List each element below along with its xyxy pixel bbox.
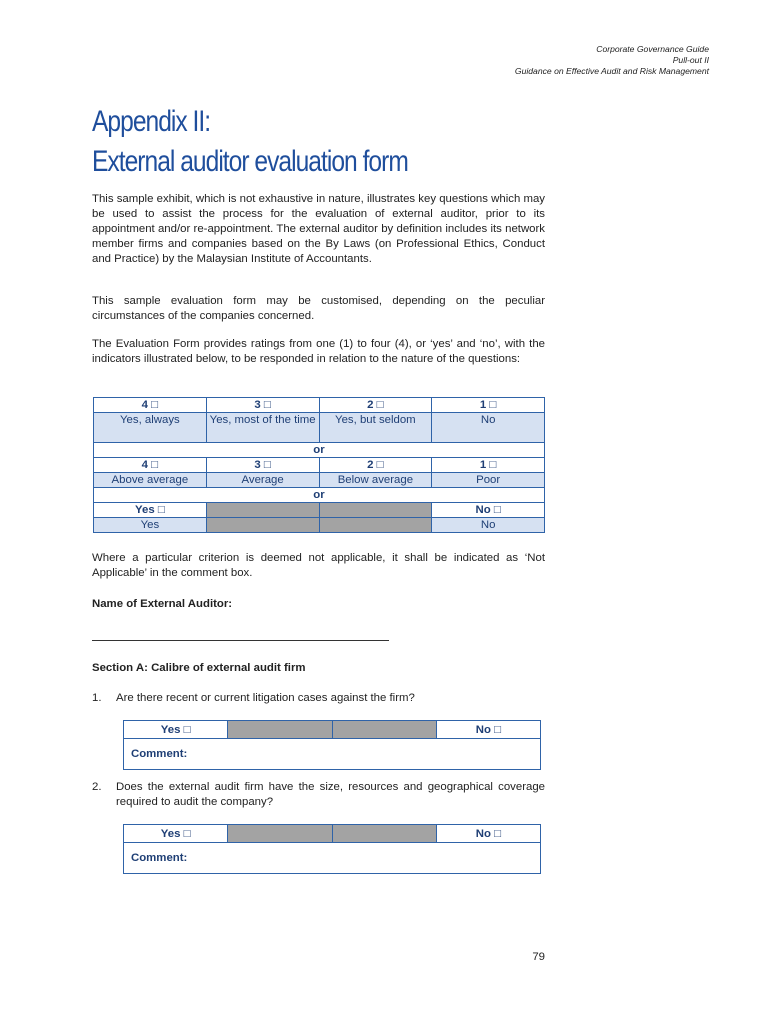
rating-2-header: 2 □ — [319, 458, 432, 473]
page-number: 79 — [532, 951, 545, 963]
no-checkbox[interactable]: No □ — [436, 825, 540, 843]
question-text: Are there recent or current litigation cases against the firm? — [116, 692, 415, 704]
answer-table-q1 — [123, 720, 541, 770]
greyed-cell — [319, 518, 432, 533]
auditor-name-label: Name of External Auditor: — [92, 598, 233, 610]
header-pullout: Pull-out II — [672, 55, 709, 65]
no-checkbox[interactable]: No □ — [436, 721, 540, 739]
ratings-paragraph: The Evaluation Form provides ratings from one (1) to four (4), or ‘yes’ and ‘no’, with the indicators illustrated below, to be responded in relation to the nature of the questions: — [92, 338, 545, 365]
rating-4-label: Above average — [94, 473, 207, 488]
rating-label-row — [94, 413, 545, 443]
header-subtitle: Guidance on Effective Audit and Risk Management — [514, 66, 709, 76]
question-1 — [92, 691, 545, 706]
no-header: No □ — [432, 503, 545, 518]
greyed-cell — [228, 721, 332, 739]
greyed-cell — [332, 825, 436, 843]
rating-4-label: Yes, always — [94, 413, 207, 443]
greyed-cell — [206, 518, 319, 533]
rating-4-header: 4 □ — [94, 398, 207, 413]
rating-1-header: 1 □ — [432, 398, 545, 413]
rating-1-label: Poor — [432, 473, 545, 488]
rating-4-header: 4 □ — [94, 458, 207, 473]
rating-1-header: 1 □ — [432, 458, 545, 473]
not-applicable-paragraph: Where a particular criterion is deemed not applicable, it shall be indicated as ‘Not Applicable’ in the comment box. — [92, 552, 545, 579]
rating-1-label: No — [432, 413, 545, 443]
question-text: Does the external audit firm have the size, resources and geographical coverage required to audit the company? — [116, 781, 545, 808]
rating-2-label: Below average — [319, 473, 432, 488]
rating-header-row — [94, 458, 545, 473]
auditor-name-line[interactable] — [92, 640, 389, 641]
comment-field[interactable]: Comment: — [124, 739, 541, 770]
rating-header-row — [94, 398, 545, 413]
greyed-cell — [206, 503, 319, 518]
rating-3-label: Yes, most of the time — [206, 413, 319, 443]
yes-no-header-row — [94, 503, 545, 518]
rating-3-header: 3 □ — [206, 458, 319, 473]
greyed-cell — [332, 721, 436, 739]
page-header — [515, 44, 709, 77]
rating-2-header: 2 □ — [319, 398, 432, 413]
rating-3-header: 3 □ — [206, 398, 319, 413]
comment-field[interactable]: Comment: — [124, 843, 541, 874]
rating-2-label: Yes, but seldom — [319, 413, 432, 443]
page-title — [92, 102, 408, 182]
section-a-title: Section A: Calibre of external audit firm — [92, 662, 306, 674]
title-line-2: External auditor evaluation form — [92, 145, 408, 178]
or-separator: or — [94, 443, 545, 458]
greyed-cell — [319, 503, 432, 518]
question-number: 2. — [92, 781, 102, 793]
question-2 — [92, 780, 545, 810]
yes-no-label-row — [94, 518, 545, 533]
question-number: 1. — [92, 692, 102, 704]
rating-label-row — [94, 473, 545, 488]
yes-checkbox[interactable]: Yes □ — [124, 721, 228, 739]
intro-paragraph: This sample exhibit, which is not exhaustive in nature, illustrates key questions which may be used to assist the process for the evaluation of external auditor, prior to its appointment and/or re-appointment. The external auditor by definition includes its network member firms and companies based on the By Laws (on Professional Ethics, Conduct and Practice) by the Malaysian Institute of Accountants. — [92, 193, 545, 265]
answer-table-q2 — [123, 824, 541, 874]
or-separator: or — [94, 488, 545, 503]
rating-3-label: Average — [206, 473, 319, 488]
rating-table — [93, 397, 545, 533]
yes-header: Yes □ — [94, 503, 207, 518]
title-line-1: Appendix II: — [92, 105, 211, 138]
greyed-cell — [228, 825, 332, 843]
yes-checkbox[interactable]: Yes □ — [124, 825, 228, 843]
yes-label: Yes — [94, 518, 207, 533]
customise-paragraph: This sample evaluation form may be customised, depending on the peculiar circumstances of the companies concerned. — [92, 295, 545, 322]
no-label: No — [432, 518, 545, 533]
header-guide-title: Corporate Governance Guide — [596, 44, 709, 54]
